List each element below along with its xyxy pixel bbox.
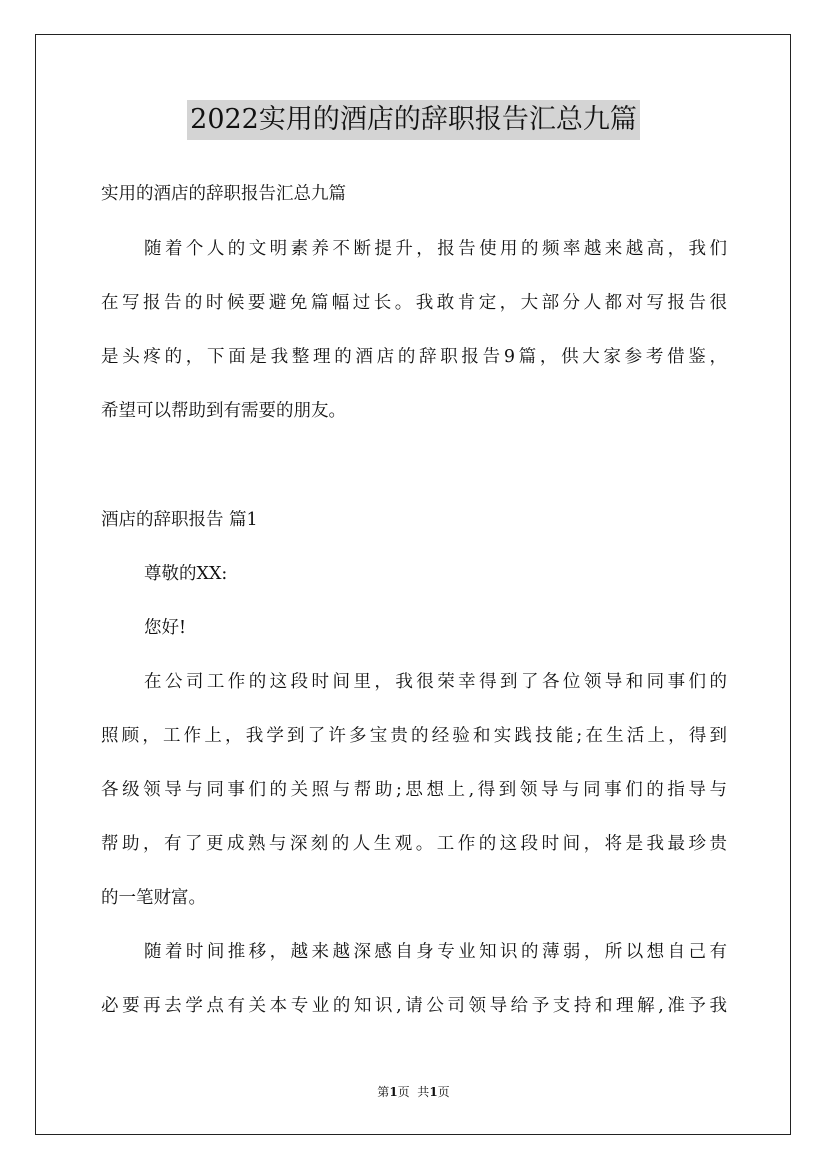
title-container <box>0 100 827 140</box>
document-title: 2022实用的酒店的辞职报告汇总九篇 <box>187 100 640 140</box>
footer-page-total: 1 <box>429 1085 438 1099</box>
paragraph-line: 的一笔财富。 <box>101 888 206 908</box>
paragraph-line: 各级领导与同事们的关照与帮助;思想上,得到领导与同事们的指导与 <box>101 780 727 800</box>
greeting: 您好! <box>144 618 187 638</box>
section-heading: 酒店的辞职报告 篇1 <box>101 510 258 530</box>
footer-page-suffix: 页 <box>437 1085 450 1099</box>
footer-page-prefix: 第 <box>377 1085 390 1099</box>
document-subtitle: 实用的酒店的辞职报告汇总九篇 <box>101 184 346 204</box>
paragraph-line: 必要再去学点有关本专业的知识,请公司领导给予支持和理解,准予我 <box>101 996 727 1016</box>
intro-line: 是头疼的，下面是我整理的酒店的辞职报告9篇，供大家参考借鉴， <box>101 347 727 367</box>
intro-line: 希望可以帮助到有需要的朋友。 <box>101 401 346 421</box>
intro-line: 在写报告的时候要避免篇幅过长。我敢肯定，大部分人都对写报告很 <box>101 293 727 313</box>
page-footer <box>0 1084 827 1100</box>
salutation: 尊敬的XX: <box>144 564 228 584</box>
paragraph-line: 照顾，工作上，我学到了许多宝贵的经验和实践技能;在生活上，得到 <box>101 726 727 746</box>
footer-page-mid: 页 共 <box>397 1085 430 1099</box>
paragraph-line: 随着时间推移，越来越深感自身专业知识的薄弱，所以想自己有 <box>144 942 727 962</box>
paragraph-line: 帮助，有了更成熟与深刻的人生观。工作的这段时间，将是我最珍贵 <box>101 834 727 854</box>
footer-page-number: 1 <box>389 1085 398 1099</box>
intro-line: 随着个人的文明素养不断提升，报告使用的频率越来越高，我们 <box>144 239 727 259</box>
paragraph-line: 在公司工作的这段时间里，我很荣幸得到了各位领导和同事们的 <box>144 672 727 692</box>
